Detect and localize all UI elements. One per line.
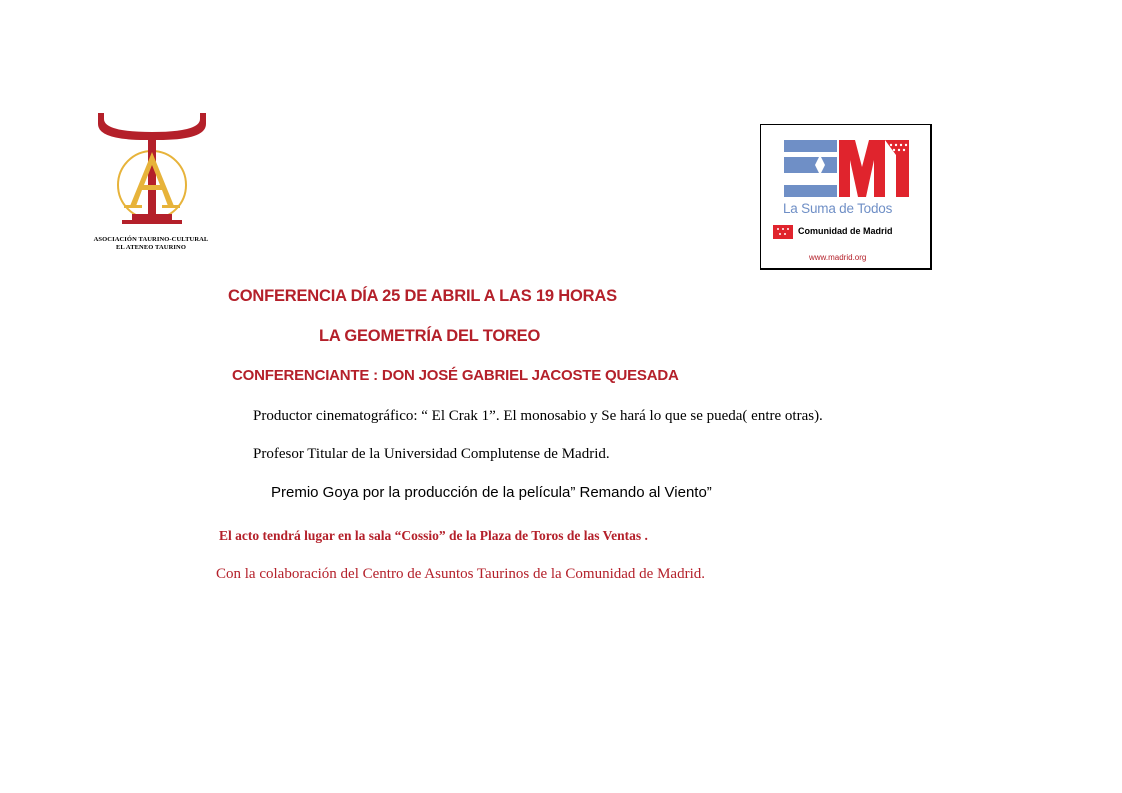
award-line: Premio Goya por la producción de la película” Remando al Viento”: [271, 484, 712, 501]
bio-line-producer: Productor cinematográfico: “ El Crak 1”. El monosabio y Se hará lo que se pueda( entre otras).: [253, 408, 823, 424]
collaboration-line: Con la colaboración del Centro de Asuntos Taurinos de la Comunidad de Madrid.: [216, 566, 705, 582]
ateneo-taurino-caption: [84, 236, 218, 252]
madrid-flag-icon: [773, 225, 793, 239]
em-emblem-icon: [761, 125, 931, 205]
speaker-line: CONFERENCIANTE : DON JOSÉ GABRIEL JACOSTE QUESADA: [232, 367, 679, 384]
slogan: La Suma de Todos: [783, 201, 893, 216]
heading-date: CONFERENCIA DÍA 25 DE ABRIL A LAS 19 HORAS: [228, 287, 617, 305]
madrid-url: www.madrid.org: [809, 253, 867, 262]
venue-line: El acto tendrá lugar en la sala “Cossio” de la Plaza de Toros de las Ventas .: [219, 528, 648, 543]
ateneo-taurino-logo: [92, 110, 212, 255]
heading-title: LA GEOMETRÍA DEL TOREO: [319, 327, 541, 345]
caption-line-1: ASOCIACIÓN TAURINO-CULTURAL: [93, 236, 209, 243]
comunidad-madrid-logo: [760, 124, 932, 270]
comunidad-name: Comunidad de Madrid: [798, 226, 893, 236]
ta-emblem-icon: [92, 110, 212, 255]
caption-line-2: EL ATENEO TAURINO: [116, 244, 186, 251]
bio-line-professor: Profesor Titular de la Universidad Complutense de Madrid.: [253, 446, 610, 462]
